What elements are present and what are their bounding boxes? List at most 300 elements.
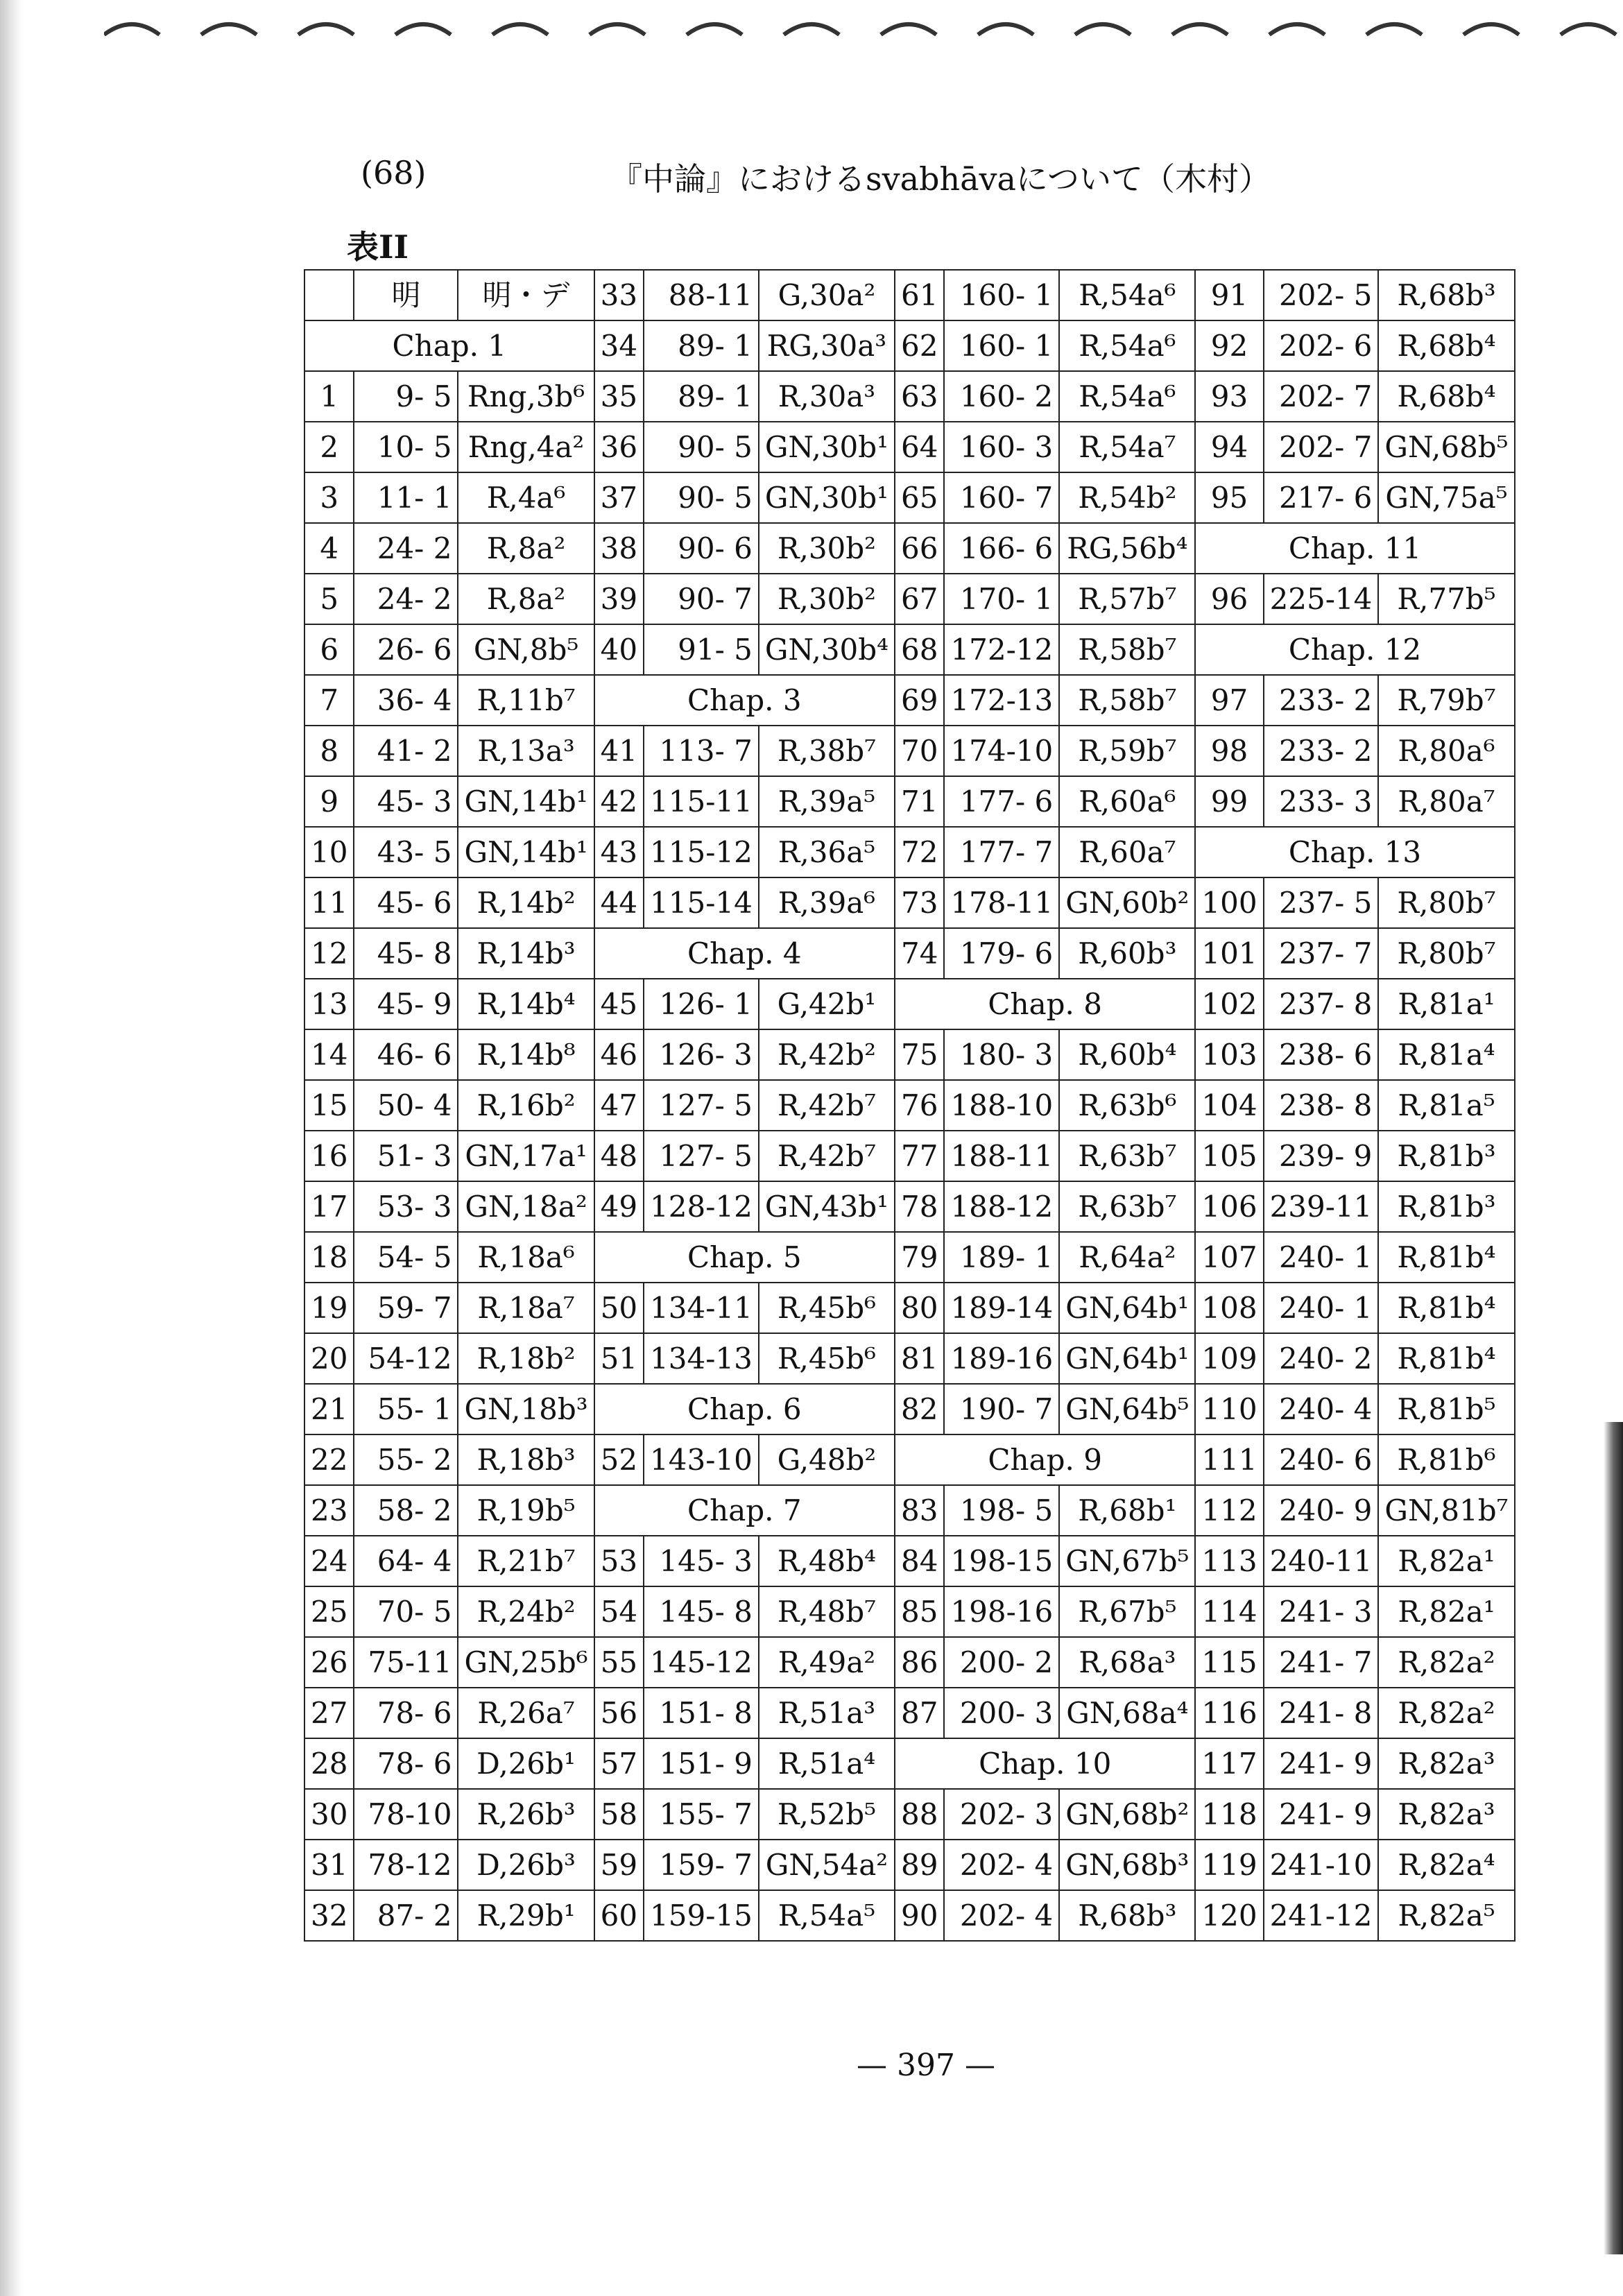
chapter-heading: Chap. 8 (895, 979, 1195, 1029)
page-line: 45- 6 (354, 877, 458, 928)
page-line: 53- 3 (354, 1181, 458, 1232)
header-blank-cell (304, 270, 354, 320)
entry-number: 34 (594, 320, 644, 371)
page-line: 90- 6 (644, 523, 759, 574)
page-line: 172-12 (944, 624, 1059, 675)
table-row (304, 726, 1515, 776)
page-line: 89- 1 (644, 371, 759, 422)
page-line: 172-13 (944, 675, 1059, 726)
entry-number: 39 (594, 574, 644, 624)
source-ref: GN,17a¹ (458, 1131, 594, 1181)
source-ref: R,81a⁴ (1378, 1029, 1514, 1080)
page-line: 241-12 (1264, 1890, 1379, 1941)
page-line: 198-15 (944, 1536, 1059, 1586)
page-line: 9- 5 (354, 371, 458, 422)
table-row (304, 320, 1515, 371)
source-ref: R,21b⁷ (458, 1536, 594, 1586)
page-line: 11- 1 (354, 472, 458, 523)
entry-number: 65 (895, 472, 944, 523)
page-line: 238- 8 (1264, 1080, 1379, 1131)
source-ref: R,8a² (458, 523, 594, 574)
page-line: 113- 7 (644, 726, 759, 776)
source-ref: R,68b³ (1378, 270, 1514, 320)
source-ref: R,54a⁶ (1059, 270, 1195, 320)
page-line: 159-15 (644, 1890, 759, 1941)
entry-number: 83 (895, 1485, 944, 1536)
page-line: 202- 4 (944, 1840, 1059, 1890)
entry-number: 24 (304, 1536, 354, 1586)
entry-number: 64 (895, 422, 944, 472)
table-row (304, 1181, 1515, 1232)
entry-number: 99 (1195, 776, 1263, 827)
source-ref: R,52b⁵ (759, 1789, 895, 1840)
source-ref: R,51a³ (759, 1688, 895, 1738)
source-ref: GN,25b⁶ (458, 1637, 594, 1688)
entry-number: 20 (304, 1333, 354, 1384)
entry-number: 47 (594, 1080, 644, 1131)
entry-number: 63 (895, 371, 944, 422)
entry-number: 7 (304, 675, 354, 726)
entry-number: 100 (1195, 877, 1263, 928)
source-ref: R,82a⁴ (1378, 1840, 1514, 1890)
source-ref: R,18b³ (458, 1434, 594, 1485)
page-line: 46- 6 (354, 1029, 458, 1080)
chapter-heading: Chap. 7 (594, 1485, 895, 1536)
page-line: 91- 5 (644, 624, 759, 675)
source-ref: R,80a⁷ (1378, 776, 1514, 827)
entry-number: 19 (304, 1283, 354, 1333)
page-line: 43- 5 (354, 827, 458, 877)
entry-number: 84 (895, 1536, 944, 1586)
source-ref: R,58b⁷ (1059, 675, 1195, 726)
source-ref: R,81a¹ (1378, 979, 1514, 1029)
page-line: 240- 4 (1264, 1384, 1379, 1434)
table-label: 表II (347, 228, 409, 266)
page-line: 198- 5 (944, 1485, 1059, 1536)
table-row (304, 1384, 1515, 1434)
page-line: 160- 3 (944, 422, 1059, 472)
entry-number: 46 (594, 1029, 644, 1080)
source-ref: R,13a³ (458, 726, 594, 776)
source-ref: R,79b⁷ (1378, 675, 1514, 726)
entry-number: 78 (895, 1181, 944, 1232)
source-ref: GN,8b⁵ (458, 624, 594, 675)
entry-number: 110 (1195, 1384, 1263, 1434)
page-line: 174-10 (944, 726, 1059, 776)
source-ref: R,45b⁶ (759, 1333, 895, 1384)
source-ref: R,63b⁷ (1059, 1181, 1195, 1232)
table-row (304, 1586, 1515, 1637)
entry-number: 67 (895, 574, 944, 624)
page-line: 145- 3 (644, 1536, 759, 1586)
source-ref: R,82a² (1378, 1688, 1514, 1738)
page-line: 202- 7 (1264, 422, 1379, 472)
entry-number: 11 (304, 877, 354, 928)
source-ref: GN,75a⁵ (1378, 472, 1514, 523)
table-row (304, 1840, 1515, 1890)
source-ref: R,26b³ (458, 1789, 594, 1840)
source-ref: R,14b⁴ (458, 979, 594, 1029)
page-line: 134-13 (644, 1333, 759, 1384)
source-ref: RG,56b⁴ (1059, 523, 1195, 574)
table-row (304, 1283, 1515, 1333)
entry-number: 50 (594, 1283, 644, 1333)
source-ref: R,81b⁴ (1378, 1333, 1514, 1384)
entry-number: 80 (895, 1283, 944, 1333)
source-ref: GN,68b⁵ (1378, 422, 1514, 472)
page-line: 36- 4 (354, 675, 458, 726)
page-line: 233- 2 (1264, 726, 1379, 776)
entry-number: 104 (1195, 1080, 1263, 1131)
chapter-heading: Chap. 5 (594, 1232, 895, 1283)
source-ref: R,80a⁶ (1378, 726, 1514, 776)
entry-number: 79 (895, 1232, 944, 1283)
page-line: 202- 5 (1264, 270, 1379, 320)
entry-number: 112 (1195, 1485, 1263, 1536)
source-ref: GN,81b⁷ (1378, 1485, 1514, 1536)
source-ref: G,48b² (759, 1434, 895, 1485)
page-line: 155- 7 (644, 1789, 759, 1840)
page-line: 89- 1 (644, 320, 759, 371)
table-row (304, 1637, 1515, 1688)
entry-number: 86 (895, 1637, 944, 1688)
entry-number: 101 (1195, 928, 1263, 979)
source-ref: GN,14b¹ (458, 776, 594, 827)
entry-number: 120 (1195, 1890, 1263, 1941)
page-line: 237- 8 (1264, 979, 1379, 1029)
source-ref: R,30a³ (759, 371, 895, 422)
page-line: 240- 2 (1264, 1333, 1379, 1384)
page-line: 189- 1 (944, 1232, 1059, 1283)
page-line: 225-14 (1264, 574, 1379, 624)
entry-number: 17 (304, 1181, 354, 1232)
source-ref: R,80b⁷ (1378, 928, 1514, 979)
page-line: 202- 4 (944, 1890, 1059, 1941)
page-line: 45- 8 (354, 928, 458, 979)
entry-number: 36 (594, 422, 644, 472)
page-line: 58- 2 (354, 1485, 458, 1536)
source-ref: R,81b⁵ (1378, 1384, 1514, 1434)
source-ref: GN,18a² (458, 1181, 594, 1232)
entry-number: 49 (594, 1181, 644, 1232)
page-line: 237- 7 (1264, 928, 1379, 979)
table-row (304, 523, 1515, 574)
entry-number: 74 (895, 928, 944, 979)
entry-number: 66 (895, 523, 944, 574)
page-line: 179- 6 (944, 928, 1059, 979)
entry-number: 106 (1195, 1181, 1263, 1232)
entry-number: 113 (1195, 1536, 1263, 1586)
source-ref: R,14b³ (458, 928, 594, 979)
page-line: 217- 6 (1264, 472, 1379, 523)
entry-number: 72 (895, 827, 944, 877)
entry-number: 26 (304, 1637, 354, 1688)
source-ref: R,68a³ (1059, 1637, 1195, 1688)
page-line: 45- 9 (354, 979, 458, 1029)
source-ref: R,51a⁴ (759, 1738, 895, 1789)
page-line: 178-11 (944, 877, 1059, 928)
footer-page-number: — 397 — (857, 2048, 995, 2083)
source-ref: R,36a⁵ (759, 827, 895, 877)
page-line: 160- 7 (944, 472, 1059, 523)
entry-number: 92 (1195, 320, 1263, 371)
entry-number: 118 (1195, 1789, 1263, 1840)
source-ref: R,14b⁸ (458, 1029, 594, 1080)
page-line: 240- 1 (1264, 1283, 1379, 1333)
entry-number: 48 (594, 1131, 644, 1181)
source-ref: R,57b⁷ (1059, 574, 1195, 624)
entry-number: 27 (304, 1688, 354, 1738)
source-ref: R,60a⁷ (1059, 827, 1195, 877)
entry-number: 37 (594, 472, 644, 523)
entry-number: 98 (1195, 726, 1263, 776)
source-ref: RG,30a³ (759, 320, 895, 371)
page-line: 159- 7 (644, 1840, 759, 1890)
table-row (304, 1080, 1515, 1131)
entry-number: 89 (895, 1840, 944, 1890)
source-ref: R,60a⁶ (1059, 776, 1195, 827)
page-line: 238- 6 (1264, 1029, 1379, 1080)
source-ref: R,45b⁶ (759, 1283, 895, 1333)
entry-number: 13 (304, 979, 354, 1029)
entry-number: 108 (1195, 1283, 1263, 1333)
source-ref: R,48b⁷ (759, 1586, 895, 1637)
entry-number: 114 (1195, 1586, 1263, 1637)
entry-number: 16 (304, 1131, 354, 1181)
entry-number: 116 (1195, 1688, 1263, 1738)
page-line: 41- 2 (354, 726, 458, 776)
entry-number: 33 (594, 270, 644, 320)
source-ref: R,38b⁷ (759, 726, 895, 776)
page-line: 239- 9 (1264, 1131, 1379, 1181)
page-line: 145-12 (644, 1637, 759, 1688)
entry-number: 44 (594, 877, 644, 928)
table-row (304, 776, 1515, 827)
page-line: 241- 8 (1264, 1688, 1379, 1738)
page-line: 126- 3 (644, 1029, 759, 1080)
source-ref: R,81b³ (1378, 1181, 1514, 1232)
reference-table (304, 269, 1515, 1942)
source-ref: R,81b³ (1378, 1131, 1514, 1181)
page-line: 151- 9 (644, 1738, 759, 1789)
page-line: 188-10 (944, 1080, 1059, 1131)
entry-number: 55 (594, 1637, 644, 1688)
source-ref: R,16b² (458, 1080, 594, 1131)
table-row (304, 1536, 1515, 1586)
scan-shadow-right (1604, 1422, 1623, 2254)
source-ref: R,39a⁵ (759, 776, 895, 827)
entry-number: 56 (594, 1688, 644, 1738)
entry-number: 22 (304, 1434, 354, 1485)
page-line: 24- 2 (354, 523, 458, 574)
source-ref: R,81b⁴ (1378, 1283, 1514, 1333)
source-ref: R,42b⁷ (759, 1080, 895, 1131)
page-line: 200- 2 (944, 1637, 1059, 1688)
table-row (304, 574, 1515, 624)
chapter-heading: Chap. 9 (895, 1434, 1195, 1485)
page-line: 200- 3 (944, 1688, 1059, 1738)
page-line: 54-12 (354, 1333, 458, 1384)
entry-number: 21 (304, 1384, 354, 1434)
source-ref: G,30a² (759, 270, 895, 320)
entry-number: 119 (1195, 1840, 1263, 1890)
entry-number: 42 (594, 776, 644, 827)
entry-number: 81 (895, 1333, 944, 1384)
entry-number: 59 (594, 1840, 644, 1890)
entry-number: 18 (304, 1232, 354, 1283)
page-line: 78- 6 (354, 1688, 458, 1738)
page-line: 151- 8 (644, 1688, 759, 1738)
page-line: 90- 5 (644, 422, 759, 472)
page-line: 126- 1 (644, 979, 759, 1029)
entry-number: 52 (594, 1434, 644, 1485)
table-row (304, 472, 1515, 523)
entry-number: 90 (895, 1890, 944, 1941)
chapter-heading: Chap. 3 (594, 675, 895, 726)
entry-number: 1 (304, 371, 354, 422)
page-line: 55- 1 (354, 1384, 458, 1434)
page-line: 198-16 (944, 1586, 1059, 1637)
table-row (304, 827, 1515, 877)
source-ref: GN,54a² (759, 1840, 895, 1890)
page-line: 127- 5 (644, 1131, 759, 1181)
table-row (304, 1688, 1515, 1738)
source-ref: R,54a⁶ (1059, 371, 1195, 422)
entry-number: 102 (1195, 979, 1263, 1029)
entry-number: 87 (895, 1688, 944, 1738)
page-line: 75-11 (354, 1637, 458, 1688)
page-line: 134-11 (644, 1283, 759, 1333)
source-ref: GN,64b¹ (1059, 1283, 1195, 1333)
page-line: 88-11 (644, 270, 759, 320)
entry-number: 5 (304, 574, 354, 624)
entry-number: 75 (895, 1029, 944, 1080)
source-ref: R,68b⁴ (1378, 371, 1514, 422)
entry-number: 51 (594, 1333, 644, 1384)
source-ref: GN,68b² (1059, 1789, 1195, 1840)
table-row (304, 979, 1515, 1029)
entry-number: 35 (594, 371, 644, 422)
page-line: 54- 5 (354, 1232, 458, 1283)
entry-number: 111 (1195, 1434, 1263, 1485)
page-line: 78-12 (354, 1840, 458, 1890)
page-line: 87- 2 (354, 1890, 458, 1941)
entry-number: 15 (304, 1080, 354, 1131)
entry-number: 73 (895, 877, 944, 928)
page-line: 241- 9 (1264, 1789, 1379, 1840)
source-ref: G,42b¹ (759, 979, 895, 1029)
source-ref: R,82a¹ (1378, 1536, 1514, 1586)
source-ref: Rng,4a² (458, 422, 594, 472)
entry-number: 107 (1195, 1232, 1263, 1283)
page-line: 188-12 (944, 1181, 1059, 1232)
entry-number: 2 (304, 422, 354, 472)
page-line: 180- 3 (944, 1029, 1059, 1080)
entry-number: 53 (594, 1536, 644, 1586)
page-line: 115-11 (644, 776, 759, 827)
page-line: 90- 7 (644, 574, 759, 624)
chapter-heading: Chap. 11 (1195, 523, 1514, 574)
page-line: 240- 1 (1264, 1232, 1379, 1283)
table-row (304, 422, 1515, 472)
entry-number: 57 (594, 1738, 644, 1789)
entry-number: 43 (594, 827, 644, 877)
page-line: 59- 7 (354, 1283, 458, 1333)
page-line: 160- 1 (944, 320, 1059, 371)
source-ref: GN,43b¹ (759, 1181, 895, 1232)
source-ref: R,68b³ (1059, 1890, 1195, 1941)
page-header-number: (68) (361, 154, 427, 191)
entry-number: 54 (594, 1586, 644, 1637)
page-line: 237- 5 (1264, 877, 1379, 928)
entry-number: 3 (304, 472, 354, 523)
entry-number: 85 (895, 1586, 944, 1637)
source-ref: R,19b⁵ (458, 1485, 594, 1536)
source-ref: R,60b³ (1059, 928, 1195, 979)
table-row (304, 1232, 1515, 1283)
source-ref: R,30b² (759, 523, 895, 574)
entry-number: 30 (304, 1789, 354, 1840)
entry-number: 76 (895, 1080, 944, 1131)
source-ref: R,11b⁷ (458, 675, 594, 726)
source-ref: GN,30b¹ (759, 422, 895, 472)
scan-shadow-left (0, 0, 24, 2296)
source-ref: R,64a² (1059, 1232, 1195, 1283)
column-heading: 明 (354, 270, 458, 320)
page-line: 90- 5 (644, 472, 759, 523)
source-ref: R,42b⁷ (759, 1131, 895, 1181)
source-ref: R,77b⁵ (1378, 574, 1514, 624)
page-line: 241- 7 (1264, 1637, 1379, 1688)
entry-number: 96 (1195, 574, 1263, 624)
column-heading: 明・デ (458, 270, 594, 320)
page-line: 240- 6 (1264, 1434, 1379, 1485)
page-line: 51- 3 (354, 1131, 458, 1181)
entry-number: 103 (1195, 1029, 1263, 1080)
entry-number: 62 (895, 320, 944, 371)
entry-number: 88 (895, 1789, 944, 1840)
source-ref: R,82a⁵ (1378, 1890, 1514, 1941)
entry-number: 71 (895, 776, 944, 827)
entry-number: 70 (895, 726, 944, 776)
page-line: 177- 7 (944, 827, 1059, 877)
source-ref: R,82a¹ (1378, 1586, 1514, 1637)
page-line: 190- 7 (944, 1384, 1059, 1434)
page-line: 241-10 (1264, 1840, 1379, 1890)
entry-number: 45 (594, 979, 644, 1029)
page-line: 145- 8 (644, 1586, 759, 1637)
source-ref: D,26b¹ (458, 1738, 594, 1789)
table-row (304, 1890, 1515, 1941)
page-line: 166- 6 (944, 523, 1059, 574)
entry-number: 58 (594, 1789, 644, 1840)
table-row (304, 1029, 1515, 1080)
entry-number: 61 (895, 270, 944, 320)
page-line: 127- 5 (644, 1080, 759, 1131)
page-line: 239-11 (1264, 1181, 1379, 1232)
source-ref: R,30b² (759, 574, 895, 624)
source-ref: GN,64b¹ (1059, 1333, 1195, 1384)
source-ref: GN,30b⁴ (759, 624, 895, 675)
page-line: 128-12 (644, 1181, 759, 1232)
page-header-title: 『中論』におけるsvabhāvaについて（木村） (610, 160, 1271, 198)
source-ref: GN,60b² (1059, 877, 1195, 928)
source-ref: Rng,3b⁶ (458, 371, 594, 422)
page-line: 189-16 (944, 1333, 1059, 1384)
page-line: 202- 7 (1264, 371, 1379, 422)
table-row (304, 1131, 1515, 1181)
page-line: 26- 6 (354, 624, 458, 675)
